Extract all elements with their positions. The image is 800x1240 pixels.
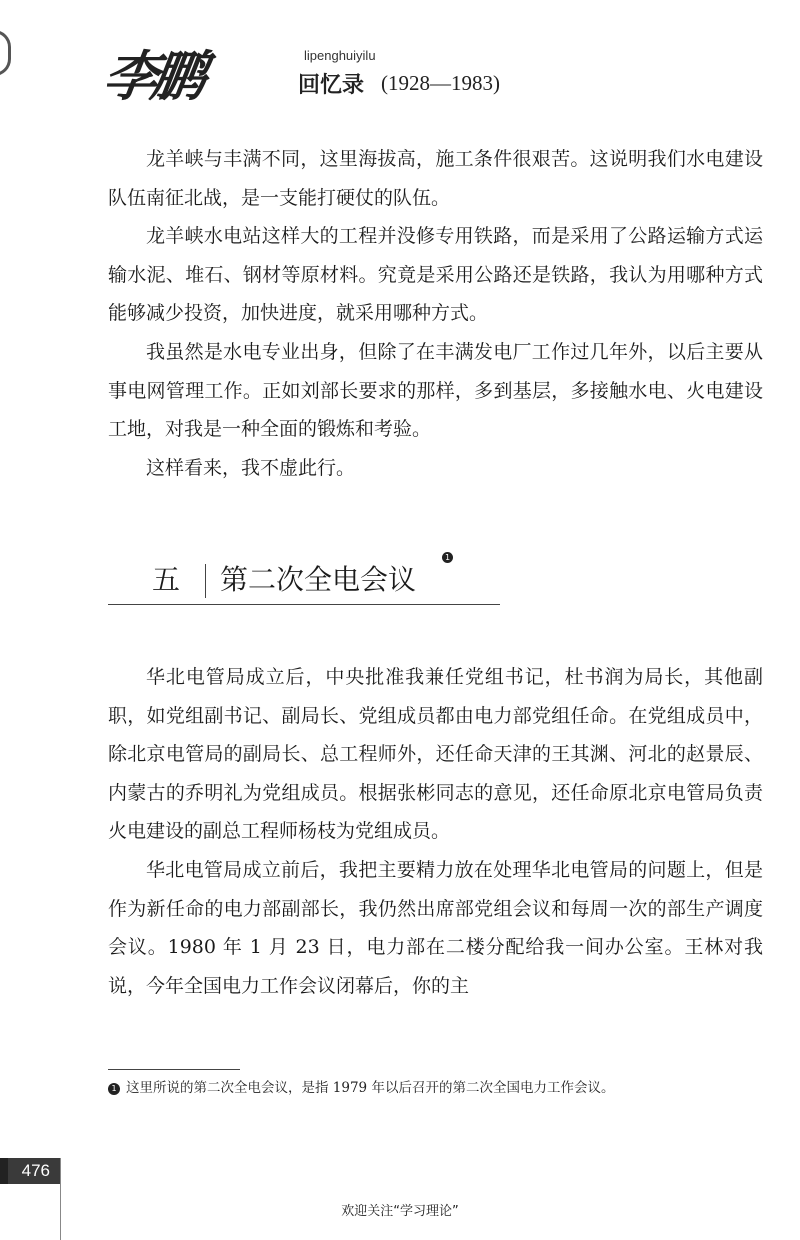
header-title: 回忆录 (298, 73, 365, 98)
header-years: (1928—1983) (381, 71, 500, 95)
page-number: 476 (21, 1161, 50, 1180)
footnote-mark: 1 (108, 1083, 120, 1095)
paragraph: 龙羊峡与丰满不同，这里海拔高，施工条件很艰苦。这说明我们水电建设队伍南征北战，是一支能打硬仗的队伍。 (108, 148, 763, 209)
section-heading (108, 552, 500, 605)
scan-edge-mark (0, 30, 11, 76)
footnote-reference[interactable]: 1 (442, 552, 453, 563)
section-title: 第二次全电会议 (220, 563, 417, 596)
body-text-bottom (108, 658, 763, 1005)
paragraph: 华北电管局成立后，中央批准我兼任党组书记，杜书润为局长，其他副职，如党组副书记、副局长、党组成员都由电力部党组任命。在党组成员中，除北京电管局的副局长、总工程师外，还任命天津的王其渊、河北的赵景辰、内蒙古的乔明礼为党组成员。根据张彬同志的意见，还任命原北京电管局负责火电建设的副总工程师杨枝为党组成员。 (108, 666, 763, 843)
body-text-top (108, 140, 763, 487)
footnote-text: 这里所说的第二次全电会议，是指 1979 年以后召开的第二次全国电力工作会议。 (126, 1080, 615, 1096)
paragraph: 这样看来，我不虚此行。 (146, 456, 356, 479)
watermark-text: 欢迎关注“学习理论” (341, 1204, 459, 1219)
header-pinyin: lipenghuiyilu (304, 48, 376, 63)
footnote-rule (108, 1069, 240, 1070)
page-number-tab (0, 1158, 60, 1184)
signature-logo: 李鹏 (99, 44, 205, 108)
paragraph: 龙羊峡水电站这样大的工程并没修专用铁路，而是采用了公路运输方式运输水泥、堆石、钢材等原材料。究竟是采用公路还是铁路，我认为用哪种方式能够减少投资，加快进度，就采用哪种方式。 (108, 225, 763, 325)
section-number: 五 (152, 563, 181, 596)
paragraph: 华北电管局成立前后，我把主要精力放在处理华北电管局的问题上，但是作为新任命的电力部副部长，我仍然出席部党组会议和每周一次的部生产调度会议。1980 年 1 月 23 日，电力部在二楼分配给我一间办公室。王林对我说，今年全国电力工作会议闭幕后，你的主 (108, 858, 763, 997)
section-divider (205, 564, 206, 598)
running-header (99, 40, 624, 110)
footnote (108, 1078, 768, 1098)
margin-line (60, 1158, 61, 1240)
paragraph: 我虽然是水电专业出身，但除了在丰满发电厂工作过几年外，以后主要从事电网管理工作。正如刘部长要求的那样，多到基层，多接触水电、火电建设工地，对我是一种全面的锻炼和考验。 (108, 340, 763, 441)
